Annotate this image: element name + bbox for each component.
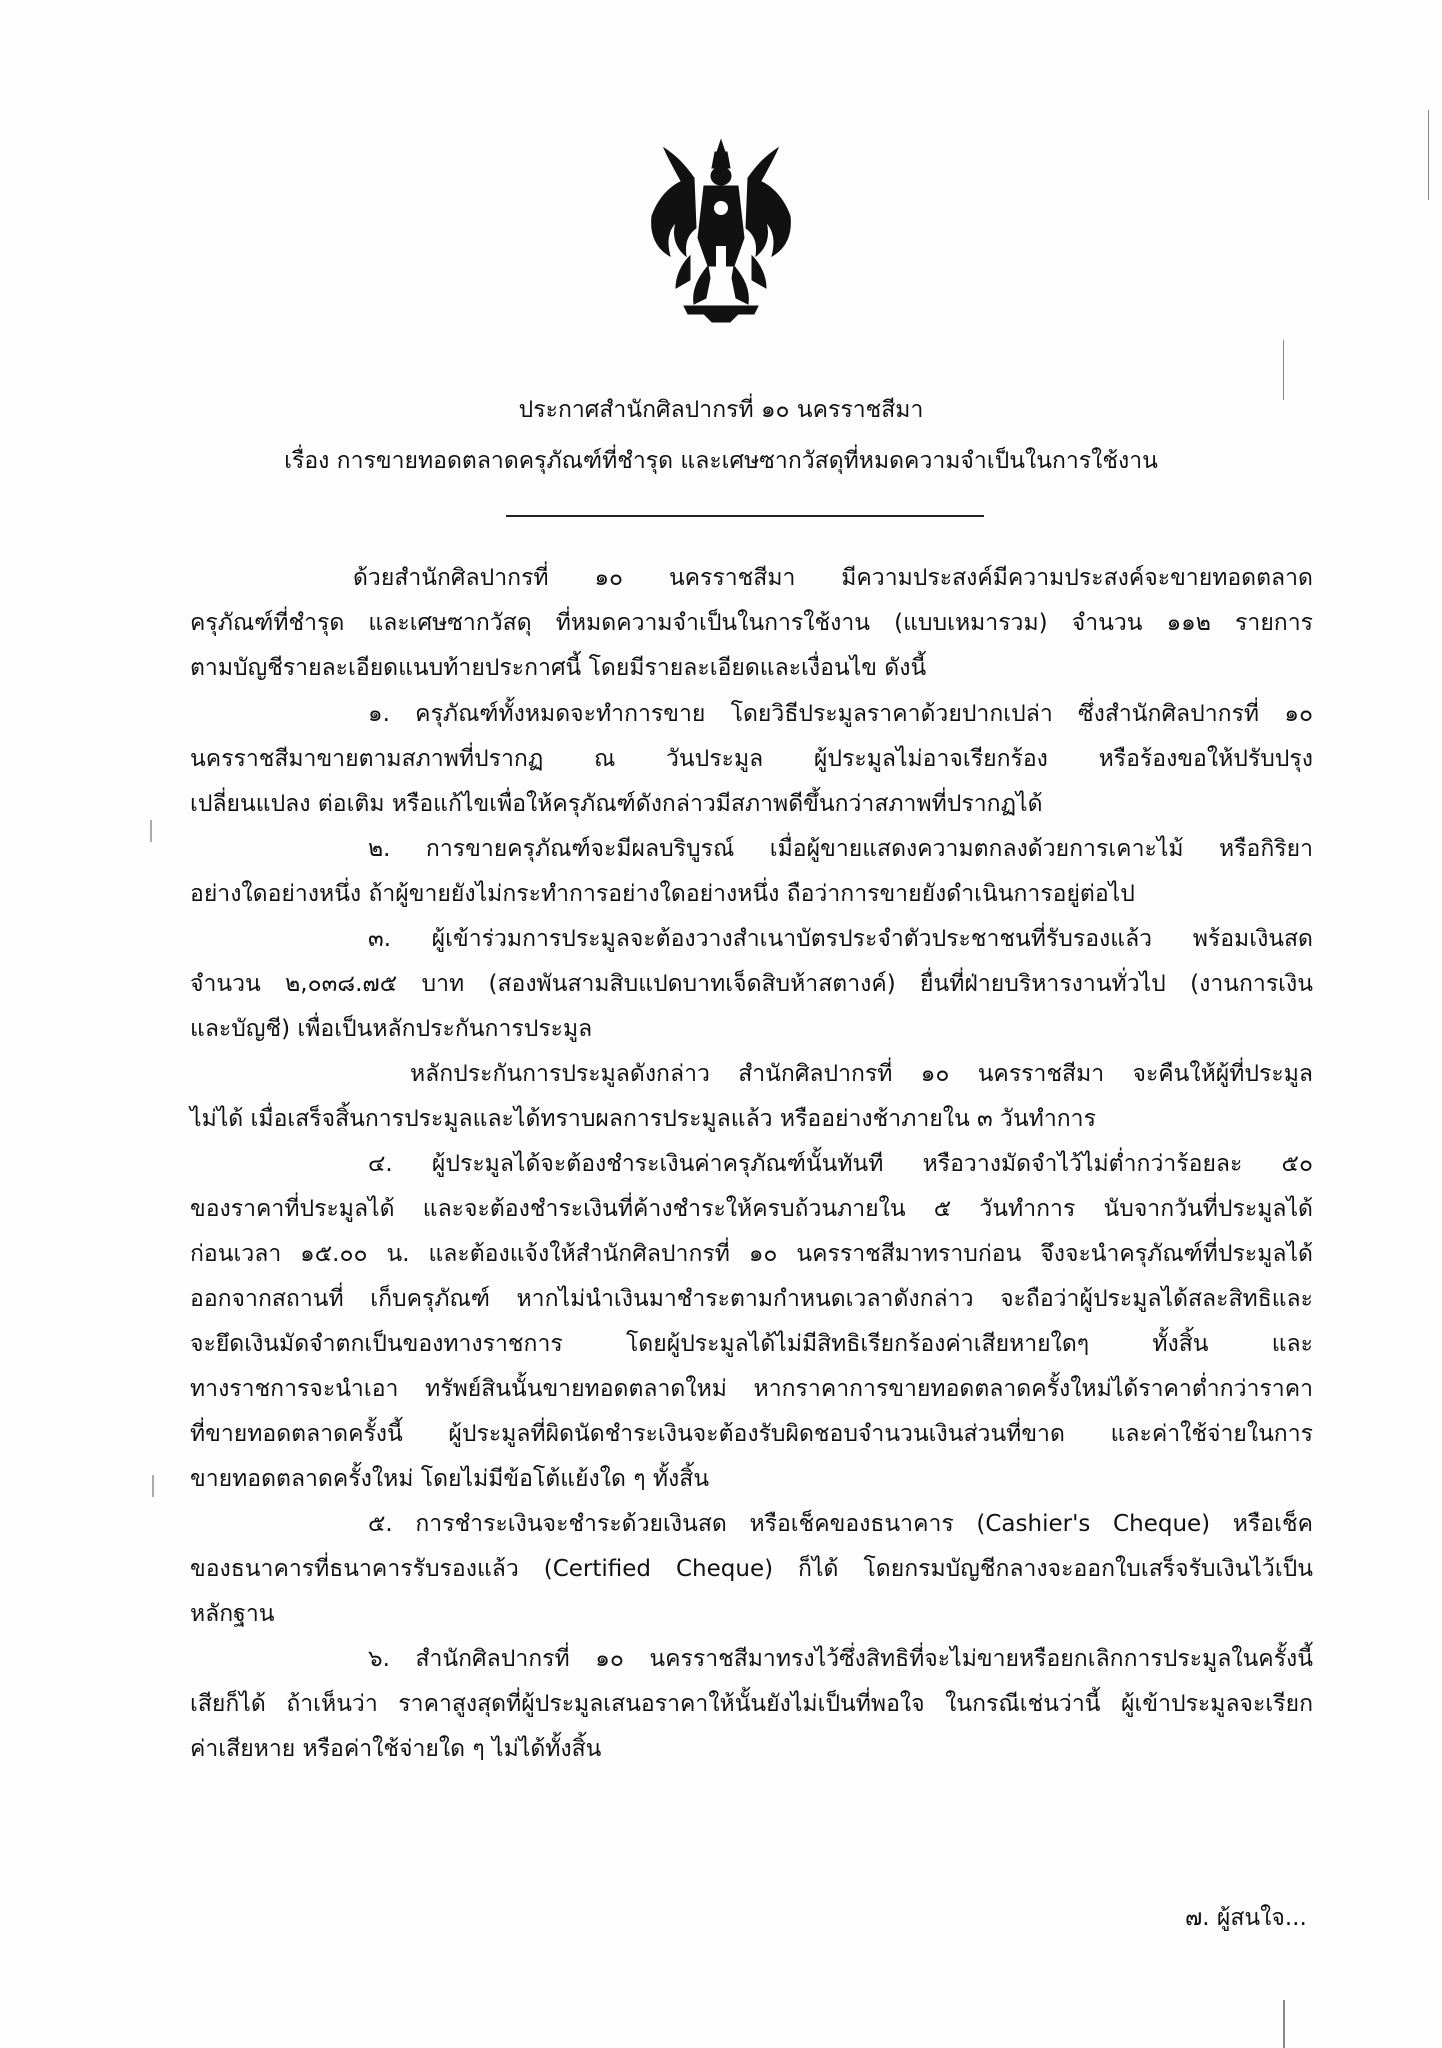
clause-3b-line-1: หลักประกันการประมูลดังกล่าว สำนักศิลปากรที่ ๑๐ นครราชสีมา จะคืนให้ผู้ที่ประมูล	[410, 1061, 1313, 1087]
clause-1-line-3: เปลี่ยนแปลง ต่อเติม หรือแก้ไขเพื่อให้ครุภัณฑ์ดังกล่าวมีสภาพดีขึ้นกว่าสภาพที่ปรากฏได้	[190, 791, 1043, 817]
clause-1-line-1: ๑. ครุภัณฑ์ทั้งหมดจะทำการขาย โดยวิธีประมูลราคาด้วยปากเปล่า ซึ่งสำนักศิลปากรที่ ๑๐	[368, 701, 1313, 727]
clause-3-line-3: และบัญชี) เพื่อเป็นหลักประกันการประมูล	[190, 1016, 593, 1042]
clause-4-line-4: ออกจากสถานที่ เก็บครุภัณฑ์ หากไม่นำเงินมาชำระตามกำหนดเวลาดังกล่าว จะถือว่าผู้ประมูลได้สละสิทธิและ	[190, 1286, 1313, 1312]
clause-6-line-1: ๖. สำนักศิลปากรที่ ๑๐ นครราชสีมาทรงไว้ซึ่งสิทธิที่จะไม่ขายหรือยกเลิกการประมูลในครั้งนี้	[368, 1646, 1313, 1672]
clause-4-line-7: ที่ขายทอดตลาดครั้งนี้ ผู้ประมูลที่ผิดนัดชำระเงินจะต้องรับผิดชอบจำนวนเงินส่วนที่ขาด และค่าใช้จ่ายในการ	[190, 1421, 1313, 1447]
clause-5-line-2: ของธนาคารที่ธนาคารรับรองแล้ว (Certified Cheque) ก็ได้ โดยกรมบัญชีกลางจะออกใบเสร็จรับเงินไว้เป็น	[190, 1556, 1313, 1582]
title-line-1: ประกาศสำนักศิลปากรที่ ๑๐ นครราชสีมา	[518, 397, 924, 423]
intro-line-3: ตามบัญชีรายละเอียดแนบท้ายประกาศนี้ โดยมีรายละเอียดและเงื่อนไข ดังนี้	[190, 655, 927, 681]
clause-3-line-2: จำนวน ๒,๐๓๘.๗๕ บาท (สองพันสามสิบแปดบาทเจ็ดสิบห้าสตางค์) ยื่นที่ฝ่ายบริหารงานทั่วไป (งานการเงิน	[190, 971, 1313, 997]
clause-4-line-6: ทางราชการจะนำเอา ทรัพย์สินนั้นขายทอดตลาดใหม่ หากราคาการขายทอดตลาดครั้งใหม่ได้ราคาต่ำกว่าราคา	[190, 1376, 1313, 1402]
intro-line-1: ด้วยสำนักศิลปากรที่ ๑๐ นครราชสีมา มีความประสงค์มีความประสงค์จะขายทอดตลาด	[353, 565, 1313, 591]
continuation-marker: ๗. ผู้สนใจ...	[1185, 1905, 1307, 1931]
garuda-emblem-icon	[646, 138, 796, 323]
clause-2-line-1: ๒. การขายครุภัณฑ์จะมีผลบริบูรณ์ เมื่อผู้ขายแสดงความตกลงด้วยการเคาะไม้ หรือกิริยา	[368, 836, 1313, 862]
scan-edge-mark	[152, 1475, 154, 1497]
clause-5-line-1: ๕. การชำระเงินจะชำระด้วยเงินสด หรือเช็คของธนาคาร (Cashier's Cheque) หรือเช็ค	[368, 1511, 1313, 1537]
clause-6-line-2: เสียก็ได้ ถ้าเห็นว่า ราคาสูงสุดที่ผู้ประมูลเสนอราคาให้นั้นยังไม่เป็นที่พอใจ ในกรณีเช่นว่านี้ ผู้เข้าประมูลจะเรียก	[190, 1691, 1313, 1717]
clause-2-line-2: อย่างใดอย่างหนึ่ง ถ้าผู้ขายยังไม่กระทำการอย่างใดอย่างหนึ่ง ถือว่าการขายยังดำเนินการอยู่ต่อไป	[190, 881, 1135, 907]
clause-1-line-2: นครราชสีมาขายตามสภาพที่ปรากฏ ณ วันประมูล ผู้ประมูลไม่อาจเรียกร้อง หรือร้องขอให้ปรับปรุง	[190, 746, 1313, 772]
clause-3b-line-2: ไม่ได้ เมื่อเสร็จสิ้นการประมูลและได้ทราบผลการประมูลแล้ว หรืออย่างช้าภายใน ๓ วันทำการ	[190, 1106, 1096, 1132]
title-divider	[506, 515, 984, 517]
clause-6-line-3: ค่าเสียหาย หรือค่าใช้จ่ายใด ๆ ไม่ได้ทั้งสิ้น	[190, 1736, 602, 1762]
clause-4-line-1: ๔. ผู้ประมูลได้จะต้องชำระเงินค่าครุภัณฑ์นั้นทันที หรือวางมัดจำไว้ไม่ต่ำกว่าร้อยละ ๕๐	[368, 1151, 1313, 1177]
intro-line-2: ครุภัณฑ์ที่ชำรุด และเศษซากวัสดุ ที่หมดความจำเป็นในการใช้งาน (แบบเหมารวม) จำนวน ๑๑๒ รายการ	[190, 610, 1313, 636]
scan-edge-mark	[1283, 2000, 1285, 2048]
clause-4-line-3: ก่อนเวลา ๑๕.๐๐ น. และต้องแจ้งให้สำนักศิลปากรที่ ๑๐ นครราชสีมาทราบก่อน จึงจะนำครุภัณฑ์ที่ประมูลได้	[190, 1241, 1313, 1267]
scan-edge-mark	[150, 820, 152, 842]
clause-4-line-8: ขายทอดตลาดครั้งใหม่ โดยไม่มีข้อโต้แย้งใด ๆ ทั้งสิ้น	[190, 1466, 710, 1492]
clause-5-line-3: หลักฐาน	[190, 1601, 275, 1627]
title-line-2: เรื่อง การขายทอดตลาดครุภัณฑ์ที่ชำรุด และเศษซากวัสดุที่หมดความจำเป็นในการใช้งาน	[284, 448, 1158, 474]
clause-3-line-1: ๓. ผู้เข้าร่วมการประมูลจะต้องวางสำเนาบัตรประจำตัวประชาชนที่รับรองแล้ว พร้อมเงินสด	[368, 926, 1313, 952]
scan-edge-mark	[1428, 110, 1429, 200]
clause-4-line-2: ของราคาที่ประมูลได้ และจะต้องชำระเงินที่ค้างชำระให้ครบถ้วนภายใน ๕ วันทำการ นับจากวันที่ประมูลได้	[190, 1196, 1313, 1222]
clause-4-line-5: จะยึดเงินมัดจำตกเป็นของทางราชการ โดยผู้ประมูลได้ไม่มีสิทธิเรียกร้องค่าเสียหายใดๆ ทั้งสิ้น และ	[190, 1331, 1313, 1357]
scan-edge-mark	[1283, 340, 1284, 400]
